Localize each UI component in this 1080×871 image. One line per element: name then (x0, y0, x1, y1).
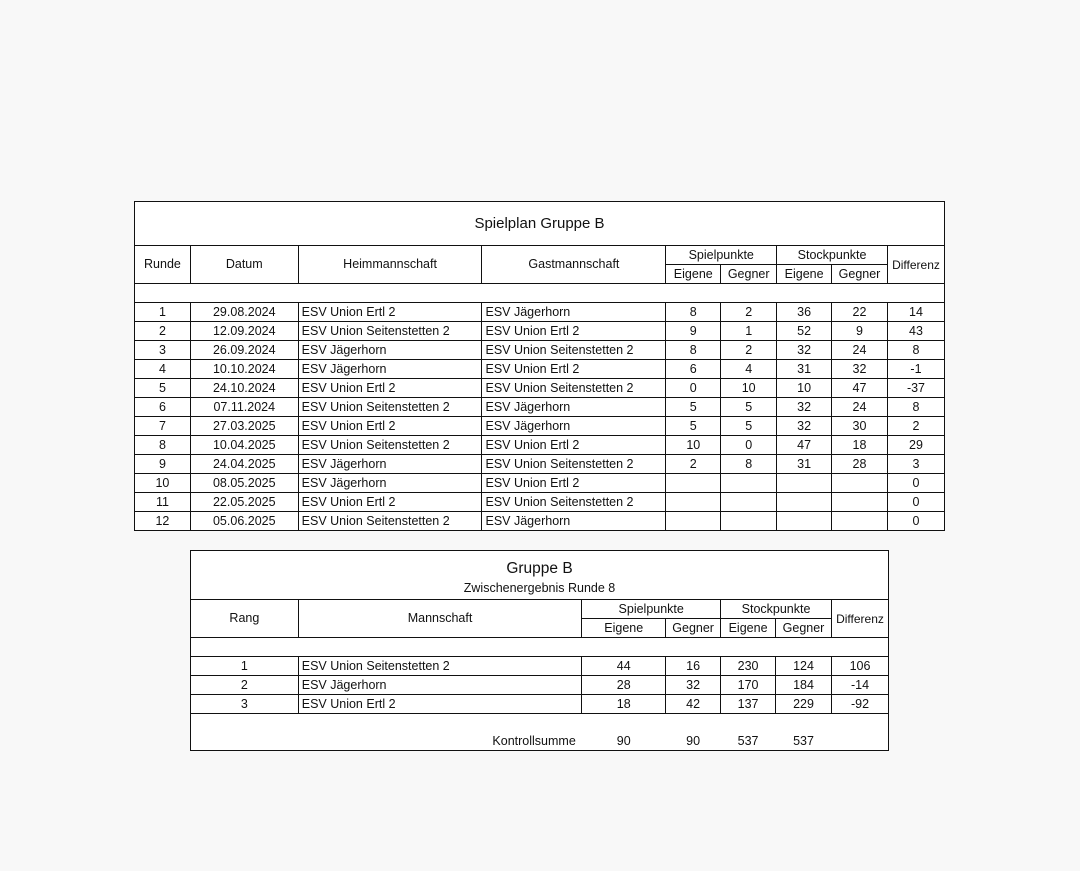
date-cell: 12.09.2024 (190, 322, 298, 341)
away-team-cell: ESV Union Seitenstetten 2 (482, 341, 666, 360)
difference-cell: -92 (831, 695, 888, 714)
game-points-own-cell (666, 493, 721, 512)
header-game-points: Spielpunkte (582, 600, 721, 619)
date-cell: 22.05.2025 (190, 493, 298, 512)
stock-points-opponent-cell (832, 474, 888, 493)
header-home: Heimmannschaft (298, 246, 482, 284)
stock-points-own-cell: 10 (777, 379, 832, 398)
away-team-cell: ESV Union Seitenstetten 2 (482, 455, 666, 474)
difference-cell: -37 (887, 379, 944, 398)
difference-cell: 0 (887, 512, 944, 531)
table-row (135, 379, 945, 398)
stock-points-opponent-cell: 124 (776, 657, 832, 676)
away-team-cell: ESV Union Seitenstetten 2 (482, 379, 666, 398)
game-points-opponent-cell: 10 (721, 379, 777, 398)
schedule-table (134, 201, 945, 531)
checksum-game-opponent: 90 (666, 732, 721, 751)
game-points-own-cell: 8 (666, 303, 721, 322)
game-points-opponent-cell (721, 474, 777, 493)
rank-cell: 1 (191, 657, 299, 676)
game-points-own-cell: 2 (666, 455, 721, 474)
table-row (135, 455, 945, 474)
checksum-difference (831, 732, 888, 751)
game-points-opponent-cell: 4 (721, 360, 777, 379)
home-team-cell: ESV Union Ertl 2 (298, 493, 482, 512)
home-team-cell: ESV Union Seitenstetten 2 (298, 436, 482, 455)
standings-subtitle: Zwischenergebnis Runde 8 (191, 577, 889, 600)
away-team-cell: ESV Union Seitenstetten 2 (482, 493, 666, 512)
game-points-opponent-cell: 5 (721, 398, 777, 417)
difference-cell: 106 (831, 657, 888, 676)
stock-points-own-cell (777, 493, 832, 512)
difference-cell: 2 (887, 417, 944, 436)
home-team-cell: ESV Union Ertl 2 (298, 303, 482, 322)
stock-points-own-cell: 170 (721, 676, 776, 695)
round-cell: 2 (135, 322, 191, 341)
stock-points-own-cell: 31 (777, 455, 832, 474)
difference-cell: 8 (887, 341, 944, 360)
difference-cell: -1 (887, 360, 944, 379)
spacer-row (135, 284, 945, 303)
stock-points-own-cell: 137 (721, 695, 776, 714)
table-row (191, 695, 889, 714)
spacer-row (191, 714, 889, 732)
header-date: Datum (190, 246, 298, 284)
game-points-opponent-cell: 32 (666, 676, 721, 695)
home-team-cell: ESV Union Seitenstetten 2 (298, 322, 482, 341)
difference-cell: 29 (887, 436, 944, 455)
home-team-cell: ESV Jägerhorn (298, 474, 482, 493)
stock-points-opponent-cell (832, 493, 888, 512)
home-team-cell: ESV Union Ertl 2 (298, 417, 482, 436)
stock-points-opponent-cell: 184 (776, 676, 832, 695)
round-cell: 10 (135, 474, 191, 493)
stock-points-own-cell: 52 (777, 322, 832, 341)
spacer-row (191, 638, 889, 657)
round-cell: 6 (135, 398, 191, 417)
away-team-cell: ESV Jägerhorn (482, 303, 666, 322)
game-points-opponent-cell: 2 (721, 341, 777, 360)
header-stock-own: Eigene (777, 265, 832, 284)
round-cell: 1 (135, 303, 191, 322)
header-stock-opponent: Gegner (832, 265, 888, 284)
round-cell: 4 (135, 360, 191, 379)
stock-points-opponent-cell: 47 (832, 379, 888, 398)
stock-points-opponent-cell: 22 (832, 303, 888, 322)
difference-cell: -14 (831, 676, 888, 695)
game-points-opponent-cell: 16 (666, 657, 721, 676)
header-game-own: Eigene (666, 265, 721, 284)
game-points-own-cell: 5 (666, 417, 721, 436)
stock-points-own-cell: 32 (777, 398, 832, 417)
table-row (135, 398, 945, 417)
round-cell: 7 (135, 417, 191, 436)
home-team-cell: ESV Jägerhorn (298, 360, 482, 379)
team-cell: ESV Union Seitenstetten 2 (298, 657, 582, 676)
away-team-cell: ESV Union Ertl 2 (482, 474, 666, 493)
table-row (191, 657, 889, 676)
header-difference: Differenz (887, 246, 944, 284)
round-cell: 3 (135, 341, 191, 360)
header-team: Mannschaft (298, 600, 582, 638)
table-row (135, 512, 945, 531)
game-points-opponent-cell (721, 512, 777, 531)
game-points-own-cell (666, 474, 721, 493)
table-row (135, 417, 945, 436)
date-cell: 10.04.2025 (190, 436, 298, 455)
home-team-cell: ESV Union Ertl 2 (298, 379, 482, 398)
table-row (135, 493, 945, 512)
home-team-cell: ESV Jägerhorn (298, 341, 482, 360)
table-row (135, 436, 945, 455)
header-difference: Differenz (831, 600, 888, 638)
date-cell: 29.08.2024 (190, 303, 298, 322)
stock-points-own-cell (777, 474, 832, 493)
rank-cell: 3 (191, 695, 299, 714)
table-row (135, 322, 945, 341)
checksum-game-own: 90 (582, 732, 666, 751)
game-points-opponent-cell: 5 (721, 417, 777, 436)
checksum-stock-opponent: 537 (776, 732, 832, 751)
header-stock-points: Stockpunkte (777, 246, 888, 265)
game-points-opponent-cell: 1 (721, 322, 777, 341)
difference-cell: 14 (887, 303, 944, 322)
stock-points-own-cell: 47 (777, 436, 832, 455)
round-cell: 12 (135, 512, 191, 531)
game-points-own-cell: 5 (666, 398, 721, 417)
stock-points-opponent-cell: 18 (832, 436, 888, 455)
stock-points-own-cell: 36 (777, 303, 832, 322)
stock-points-own-cell: 32 (777, 341, 832, 360)
stock-points-opponent-cell: 24 (832, 398, 888, 417)
difference-cell: 0 (887, 493, 944, 512)
standings-table (190, 550, 889, 751)
team-cell: ESV Jägerhorn (298, 676, 582, 695)
header-stock-own: Eigene (721, 619, 776, 638)
round-cell: 11 (135, 493, 191, 512)
stock-points-opponent-cell (832, 512, 888, 531)
stock-points-opponent-cell: 229 (776, 695, 832, 714)
stock-points-opponent-cell: 30 (832, 417, 888, 436)
table-row (135, 341, 945, 360)
difference-cell: 8 (887, 398, 944, 417)
away-team-cell: ESV Jägerhorn (482, 417, 666, 436)
header-round: Runde (135, 246, 191, 284)
table-row (135, 360, 945, 379)
team-cell: ESV Union Ertl 2 (298, 695, 582, 714)
round-cell: 9 (135, 455, 191, 474)
table-row (135, 303, 945, 322)
game-points-opponent-cell: 2 (721, 303, 777, 322)
date-cell: 24.10.2024 (190, 379, 298, 398)
away-team-cell: ESV Jägerhorn (482, 512, 666, 531)
away-team-cell: ESV Union Ertl 2 (482, 360, 666, 379)
game-points-opponent-cell: 8 (721, 455, 777, 474)
stock-points-own-cell: 32 (777, 417, 832, 436)
header-game-own: Eigene (582, 619, 666, 638)
stock-points-own-cell: 230 (721, 657, 776, 676)
schedule-title: Spielplan Gruppe B (135, 202, 945, 246)
date-cell: 08.05.2025 (190, 474, 298, 493)
away-team-cell: ESV Union Ertl 2 (482, 322, 666, 341)
home-team-cell: ESV Union Seitenstetten 2 (298, 512, 482, 531)
header-game-opponent: Gegner (721, 265, 777, 284)
stock-points-own-cell: 31 (777, 360, 832, 379)
game-points-own-cell: 9 (666, 322, 721, 341)
game-points-own-cell: 6 (666, 360, 721, 379)
rank-cell: 2 (191, 676, 299, 695)
round-cell: 5 (135, 379, 191, 398)
table-row (135, 474, 945, 493)
stock-points-opponent-cell: 9 (832, 322, 888, 341)
stock-points-opponent-cell: 24 (832, 341, 888, 360)
standings-title: Gruppe B (191, 551, 889, 577)
away-team-cell: ESV Jägerhorn (482, 398, 666, 417)
game-points-opponent-cell (721, 493, 777, 512)
date-cell: 26.09.2024 (190, 341, 298, 360)
game-points-own-cell (666, 512, 721, 531)
header-stock-points: Stockpunkte (721, 600, 832, 619)
stock-points-opponent-cell: 28 (832, 455, 888, 474)
header-away: Gastmannschaft (482, 246, 666, 284)
game-points-own-cell: 0 (666, 379, 721, 398)
home-team-cell: ESV Union Seitenstetten 2 (298, 398, 482, 417)
checksum-stock-own: 537 (721, 732, 776, 751)
round-cell: 8 (135, 436, 191, 455)
header-stock-opponent: Gegner (776, 619, 832, 638)
game-points-own-cell: 18 (582, 695, 666, 714)
home-team-cell: ESV Jägerhorn (298, 455, 482, 474)
checksum-label: Kontrollsumme (191, 732, 582, 751)
stock-points-opponent-cell: 32 (832, 360, 888, 379)
game-points-own-cell: 28 (582, 676, 666, 695)
difference-cell: 3 (887, 455, 944, 474)
away-team-cell: ESV Union Ertl 2 (482, 436, 666, 455)
game-points-opponent-cell: 42 (666, 695, 721, 714)
header-rank: Rang (191, 600, 299, 638)
date-cell: 24.04.2025 (190, 455, 298, 474)
date-cell: 05.06.2025 (190, 512, 298, 531)
date-cell: 10.10.2024 (190, 360, 298, 379)
table-row (191, 676, 889, 695)
game-points-opponent-cell: 0 (721, 436, 777, 455)
game-points-own-cell: 8 (666, 341, 721, 360)
date-cell: 07.11.2024 (190, 398, 298, 417)
header-game-points: Spielpunkte (666, 246, 777, 265)
header-game-opponent: Gegner (666, 619, 721, 638)
game-points-own-cell: 10 (666, 436, 721, 455)
game-points-own-cell: 44 (582, 657, 666, 676)
difference-cell: 0 (887, 474, 944, 493)
date-cell: 27.03.2025 (190, 417, 298, 436)
difference-cell: 43 (887, 322, 944, 341)
stock-points-own-cell (777, 512, 832, 531)
